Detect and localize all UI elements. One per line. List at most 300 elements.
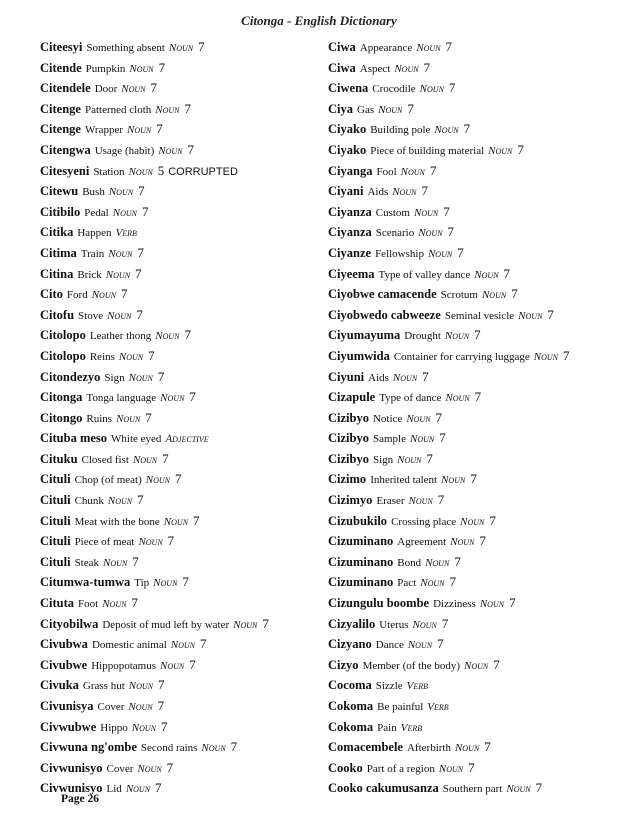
noun-class: 7 (150, 80, 158, 96)
gloss: Happen (77, 227, 112, 240)
headword: Cituli (40, 513, 71, 528)
dictionary-entry (40, 222, 325, 243)
dictionary-entry (40, 490, 325, 511)
part-of-speech: Noun (91, 289, 116, 302)
part-of-speech: Verb (406, 680, 429, 693)
headword: Citongo (40, 410, 83, 425)
headword: Citeesyi (40, 40, 83, 54)
headword: Citesyeni (40, 163, 90, 178)
gloss: Usage (habit) (94, 144, 155, 157)
noun-class: 7 (449, 574, 456, 590)
dictionary-entry (328, 58, 628, 79)
dictionary-entry (328, 305, 628, 326)
dictionary-entry (40, 449, 325, 470)
noun-class: 7 (157, 698, 165, 713)
dictionary-entry (40, 58, 325, 79)
noun-class: 7 (162, 450, 169, 466)
headword: Ciya (328, 101, 353, 116)
headword: Cizibyo (328, 451, 369, 466)
headword: Ciyumwida (328, 348, 390, 363)
part-of-speech: Noun (427, 247, 453, 260)
headword: Cizimo (328, 472, 367, 487)
dictionary-entry (328, 387, 628, 408)
part-of-speech: Noun (397, 453, 422, 466)
dictionary-entry (40, 284, 325, 305)
part-of-speech: Noun (533, 350, 558, 363)
dictionary-entry (40, 717, 325, 738)
part-of-speech: Verb (115, 227, 137, 240)
noun-class: 7 (131, 595, 138, 611)
noun-class: 7 (503, 265, 511, 281)
gloss: Scrotum (440, 289, 478, 302)
noun-class: 7 (145, 409, 152, 425)
dictionary-entry (328, 675, 628, 696)
headword: Citenge (40, 101, 81, 116)
headword: Ciyanza (328, 204, 372, 219)
headword: Citolopo (40, 328, 86, 343)
part-of-speech: Adjective (165, 433, 209, 446)
noun-class: 7 (429, 162, 437, 178)
gloss: Aids (368, 371, 389, 384)
dictionary-entry (40, 37, 325, 58)
part-of-speech: Noun (416, 42, 441, 54)
dictionary-entry (328, 531, 628, 552)
headword: Civwubwe (40, 719, 97, 734)
dictionary-entry (328, 37, 628, 58)
dictionary-entry (328, 737, 628, 758)
dictionary-entry (40, 325, 325, 346)
noun-class: 7 (189, 656, 196, 672)
part-of-speech: Noun (434, 124, 459, 137)
noun-class: 7 (562, 347, 570, 363)
noun-class: 7 (158, 677, 165, 693)
noun-class: 7 (422, 368, 429, 384)
part-of-speech: Noun (118, 350, 144, 363)
gloss: Be painful (377, 701, 424, 713)
noun-class: 7 (198, 39, 205, 54)
gloss: Cover (97, 701, 125, 713)
gloss: Type of valley dance (378, 268, 471, 281)
part-of-speech: Noun (425, 556, 450, 569)
headword: Cizibyo (328, 431, 369, 446)
part-of-speech: Noun (474, 268, 499, 281)
part-of-speech: Noun (108, 247, 133, 260)
noun-class: 7 (156, 121, 163, 137)
noun-class: 7 (184, 327, 191, 343)
gloss: Crocodile (372, 83, 416, 96)
noun-class: 7 (441, 615, 449, 631)
part-of-speech: Noun (129, 62, 154, 75)
part-of-speech: Noun (145, 474, 170, 487)
noun-class: 7 (484, 739, 491, 755)
part-of-speech: Noun (413, 206, 439, 219)
gloss: Dizziness (433, 598, 476, 611)
dictionary-entry (40, 675, 325, 696)
gloss: Brick (77, 268, 102, 281)
headword: Ciyobwedo cabweeze (328, 307, 441, 322)
noun-class: 7 (489, 512, 496, 528)
part-of-speech: Noun (125, 783, 151, 796)
dictionary-entry (328, 408, 628, 429)
noun-class: 7 (262, 615, 269, 631)
dictionary-entry (40, 99, 325, 120)
headword: Cizubukilo (328, 513, 388, 528)
noun-class: 7 (120, 286, 128, 302)
gloss: Pedal (84, 206, 109, 219)
headword: Ciyuni (328, 369, 365, 384)
dictionary-entry (40, 655, 325, 676)
headword: Comacembele (328, 740, 403, 755)
gloss: Chop (of meat) (74, 474, 142, 487)
part-of-speech: Noun (131, 721, 156, 734)
part-of-speech: Noun (441, 474, 466, 487)
gloss: Notice (372, 412, 403, 425)
noun-class: 7 (439, 430, 446, 446)
headword: Civwuna ng'ombe (40, 740, 137, 755)
gloss: Grass hut (82, 680, 125, 693)
headword: Citendele (40, 81, 91, 96)
gloss: Dance (375, 639, 404, 652)
headword: Cituku (40, 451, 78, 466)
noun-class: 7 (138, 183, 145, 199)
part-of-speech: Noun (102, 598, 127, 611)
dictionary-entry (328, 202, 628, 223)
noun-class: 7 (166, 759, 174, 775)
part-of-speech: Noun (233, 618, 258, 631)
part-of-speech: Noun (103, 556, 128, 569)
headword: Cooko (328, 760, 363, 775)
part-of-speech: Noun (128, 165, 153, 178)
dictionary-entry (328, 119, 628, 140)
headword: Civwunisyo (40, 760, 103, 775)
page-header: Citonga - English Dictionary (241, 13, 397, 28)
part-of-speech: Noun (105, 268, 131, 281)
gloss: Sign (104, 371, 125, 384)
gloss: Part of a region (366, 762, 435, 775)
gloss: Hippo (100, 721, 128, 734)
noun-class: 7 (421, 183, 428, 199)
part-of-speech: Noun (464, 659, 489, 672)
part-of-speech: Noun (444, 330, 470, 343)
dictionary-entry (40, 572, 325, 593)
headword: Cizibyo (328, 410, 369, 425)
part-of-speech: Noun (155, 330, 180, 343)
dictionary-entry (328, 490, 628, 511)
gloss: Building pole (370, 124, 431, 137)
gloss: Stove (78, 309, 104, 322)
dictionary-entry (328, 264, 628, 285)
dictionary-entry (328, 614, 628, 635)
part-of-speech: Noun (394, 62, 419, 75)
part-of-speech: Noun (128, 371, 153, 384)
gloss: Drought (404, 330, 441, 343)
headword: Ciyani (328, 184, 364, 199)
dictionary-entry (328, 511, 628, 532)
noun-class: 7 (184, 100, 191, 116)
headword: Cituta (40, 596, 75, 611)
gloss: Scenario (375, 227, 415, 240)
noun-class: 7 (470, 471, 477, 487)
headword: Civwunisyo (40, 781, 103, 796)
headword: Ciwa (328, 40, 356, 54)
gloss: Patterned cloth (84, 103, 152, 116)
right-column (328, 37, 628, 799)
noun-class: 7 (447, 224, 454, 240)
noun-class: 7 (454, 553, 461, 569)
part-of-speech: Noun (201, 742, 226, 755)
part-of-speech: Noun (168, 42, 194, 54)
gloss: Something absent (86, 42, 165, 54)
gloss: Gas (357, 103, 375, 116)
dictionary-entry (40, 202, 325, 223)
gloss: Uterus (379, 618, 409, 631)
part-of-speech: Noun (155, 103, 180, 116)
page-number: Page 26 (61, 793, 100, 805)
headword: Citengwa (40, 142, 91, 157)
noun-class: 7 (148, 347, 155, 363)
part-of-speech: Noun (108, 186, 134, 199)
part-of-speech: Noun (406, 412, 431, 425)
dictionary-entry (40, 428, 325, 449)
noun-class: 7 (448, 80, 456, 96)
dictionary-entry (40, 387, 325, 408)
dictionary-entry (40, 737, 325, 758)
dictionary-entry (328, 284, 628, 305)
part-of-speech: Noun (408, 495, 433, 508)
dictionary-entry (40, 552, 325, 573)
noun-class: 7 (511, 286, 518, 302)
gloss: Tonga language (86, 392, 157, 405)
gloss: White eyed (111, 433, 162, 446)
noun-class: 7 (535, 780, 543, 796)
noun-class: 7 (509, 595, 516, 611)
headword: Ciwa (328, 60, 356, 75)
noun-class: 7 (200, 636, 207, 652)
headword: Cizapule (328, 390, 376, 405)
part-of-speech: Noun (107, 309, 132, 322)
noun-class: 7 (445, 39, 453, 54)
noun-class: 7 (479, 533, 486, 549)
gloss: Seminal vesicle (444, 309, 515, 322)
gloss: Leather thong (89, 330, 152, 343)
headword: Cituli (40, 554, 71, 569)
headword: Citofu (40, 307, 75, 322)
part-of-speech: Noun (160, 392, 185, 405)
headword: Cito (40, 287, 63, 302)
gloss: Container for carrying luggage (393, 350, 530, 363)
part-of-speech: Noun (412, 618, 437, 631)
headword: Cokoma (328, 699, 374, 713)
dictionary-entry (40, 408, 325, 429)
part-of-speech: Noun (158, 144, 183, 157)
noun-class: 7 (136, 306, 143, 322)
headword: Cizuminano (328, 534, 394, 549)
noun-class: 7 (493, 656, 500, 672)
gloss: Sign (372, 453, 394, 466)
headword: Ciwena (328, 81, 369, 96)
part-of-speech: Noun (160, 659, 185, 672)
part-of-speech: Noun (163, 515, 189, 528)
gloss: Lid (106, 783, 122, 796)
gloss: Foot (78, 598, 99, 611)
gloss: Hippopotamus (91, 659, 157, 672)
noun-class: 7 (135, 265, 142, 281)
dictionary-entry (328, 593, 628, 614)
headword: Citibilo (40, 204, 81, 219)
part-of-speech: Noun (479, 598, 505, 611)
part-of-speech: Noun (518, 309, 543, 322)
headword: Citondezyo (40, 369, 101, 384)
noun-class: 7 (175, 471, 182, 487)
dictionary-entry (328, 758, 628, 779)
gloss: Deposit of mud left by water (102, 618, 230, 631)
part-of-speech: Noun (454, 742, 480, 755)
dictionary-entry (328, 552, 628, 573)
gloss: Custom (375, 206, 410, 219)
gloss: Meat with the bone (74, 515, 160, 528)
dictionary-entry (328, 655, 628, 676)
headword: Citonga (40, 390, 83, 405)
part-of-speech: Noun (506, 783, 531, 796)
dictionary-entry (40, 264, 325, 285)
part-of-speech: Noun (170, 639, 196, 652)
headword: Cituba meso (40, 431, 108, 446)
headword: Cizuminano (328, 554, 394, 569)
dictionary-entry (328, 222, 628, 243)
headword: Ciyobwe camacende (328, 287, 437, 302)
part-of-speech: Noun (450, 536, 475, 549)
headword: Cizyano (328, 637, 372, 652)
headword: Cizuminano (328, 575, 394, 590)
headword: Cocoma (328, 678, 372, 693)
headword: Cizyalilo (328, 616, 376, 631)
dictionary-entry (40, 634, 325, 655)
headword: Citenge (40, 122, 81, 137)
part-of-speech: Noun (128, 680, 153, 693)
headword: Cituli (40, 472, 71, 487)
headword: Ciyumayuma (328, 328, 401, 343)
headword: Cizungulu boombe (328, 596, 430, 611)
gloss: Sample (372, 433, 406, 446)
gloss: Bond (397, 556, 422, 569)
dictionary-entry (328, 181, 628, 202)
gloss: Cover (106, 762, 134, 775)
noun-class: 7 (193, 512, 200, 528)
noun-class: 7 (182, 574, 189, 590)
noun-class: 7 (435, 409, 443, 425)
noun-class: 7 (155, 780, 162, 796)
part-of-speech: Noun (116, 412, 141, 425)
part-of-speech: Noun (438, 762, 464, 775)
dictionary-entry (40, 78, 325, 99)
gloss: Domestic animal (91, 639, 167, 652)
part-of-speech: Noun (137, 762, 162, 775)
part-of-speech: Noun (445, 392, 470, 405)
gloss: Train (80, 247, 105, 260)
gloss: Aspect (359, 62, 391, 75)
gloss: Member (of the body) (362, 659, 461, 672)
noun-class: 7 (426, 450, 433, 466)
gloss: Fool (376, 165, 397, 178)
headword: Citima (40, 245, 77, 260)
dictionary-entry (328, 469, 628, 490)
noun-class: 7 (474, 327, 481, 343)
noun-class: 7 (157, 368, 165, 384)
headword: Citewu (40, 184, 79, 199)
headword: Civubwa (40, 637, 88, 652)
headword: Citina (40, 266, 74, 281)
part-of-speech: Noun (392, 371, 418, 384)
headword: Ciyanze (328, 245, 372, 260)
gloss: Type of dance (379, 392, 442, 405)
headword: Civuka (40, 678, 79, 693)
gloss: Appearance (359, 42, 413, 54)
noun-class: 7 (463, 121, 471, 137)
gloss: Southern part (442, 783, 503, 796)
dictionary-entry (328, 696, 628, 717)
headword: Cizimyo (328, 493, 373, 508)
headword: Cityobilwa (40, 616, 99, 631)
noun-class: 7 (137, 244, 144, 260)
part-of-speech: Noun (407, 639, 433, 652)
gloss: Wrapper (84, 124, 124, 137)
dictionary-entry (40, 531, 325, 552)
dictionary-entry (40, 696, 325, 717)
part-of-speech: Noun (128, 701, 153, 713)
gloss: Crossing place (391, 515, 457, 528)
part-of-speech: Noun (419, 83, 444, 96)
dictionary-entry (40, 593, 325, 614)
dictionary-entry (40, 243, 325, 264)
gloss: Ford (66, 289, 88, 302)
headword: Cituli (40, 493, 71, 508)
headword: Cizyo (328, 657, 359, 672)
noun-class: 7 (167, 533, 175, 549)
gloss: Bush (82, 186, 105, 199)
dictionary-entry (40, 305, 325, 326)
gloss: Afterbirth (406, 742, 451, 755)
gloss: Sizzle (375, 680, 403, 693)
dictionary-entry (328, 140, 628, 161)
left-column (40, 37, 325, 799)
headword: Cooko cakumusanza (328, 781, 439, 796)
part-of-speech: Noun (112, 206, 137, 219)
dictionary-entry (40, 511, 325, 532)
headword: Civubwe (40, 657, 88, 672)
gloss: Ruins (86, 412, 113, 425)
headword: Civunisya (40, 699, 94, 713)
part-of-speech: Noun (420, 577, 445, 590)
dictionary-entry (328, 367, 628, 388)
gloss: Agreement (397, 536, 447, 549)
noun-class: 7 (158, 59, 166, 75)
gloss: Tip (134, 577, 150, 590)
noun-class: 5 (157, 162, 165, 178)
part-of-speech: Noun (418, 227, 443, 240)
part-of-speech: Noun (138, 536, 163, 549)
dictionary-entry (40, 161, 325, 182)
headword: Citumwa-tumwa (40, 575, 131, 590)
noun-class: 7 (437, 636, 444, 652)
gloss: Piece of building material (370, 144, 485, 157)
gloss: Pumpkin (85, 62, 126, 75)
gloss: Pact (397, 577, 417, 590)
noun-class: 7 (161, 718, 168, 734)
dictionary-entry (328, 78, 628, 99)
dictionary-entry (328, 346, 628, 367)
dictionary-entry (328, 428, 628, 449)
part-of-speech: Verb (427, 701, 449, 713)
